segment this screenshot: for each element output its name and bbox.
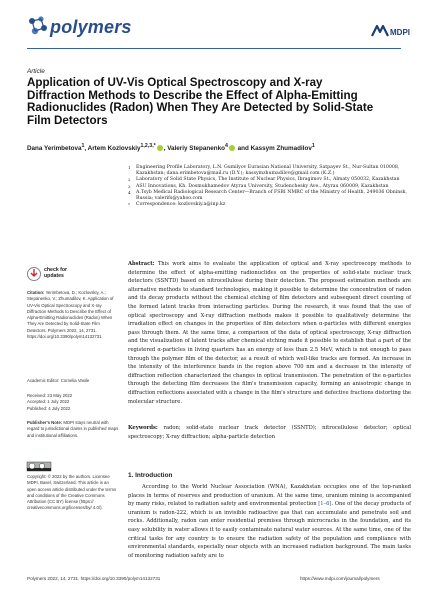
citation-link[interactable]: [1–6] [318,501,332,508]
article-type: Article [27,68,45,75]
affiliation-number: 2 [128,177,131,183]
author-name[interactable]: Artem Kozlovskiy [87,145,141,153]
citation-label: Citation: [27,290,45,295]
footer-journal-url[interactable]: https://www.mdpi.com/journal/polymers [300,576,380,581]
affiliation [128,165,413,177]
author-sup: 1,2,3,* [140,143,156,149]
editor-label: Academic Editor: [27,378,60,383]
polymers-logo-icon [27,15,49,39]
footer-citation[interactable]: Polymers 2022, 14, 2731. https://doi.org/10.3390/polym14132731 [27,576,161,581]
orcid-icon[interactable] [229,145,235,151]
header-rule [27,48,401,49]
author-sup: 1 [311,143,315,149]
check-updates-button[interactable] [27,266,119,284]
intro-text: According to the World Nuclear Association (WNA), Kazakhstan occupies one of the top-ranked places in terms of reserves and production of uranium. At the same time, uranium mining is accompanied by many risks, related to radiation safety and environmental protection [128,484,411,508]
abstract-text: This work aims to evaluate the application of optical and X-ray spectroscopy methods to determine the effect of alpha-emitting radionuclides on the properties of solid-state nuclear track detectors (SSNTD) based on nitrocellulose during their detection. The proposed estimation methods are alternative methods to standard technologies, making it possible to determine the concentration of radon and its decay products without the chemical etching of film detectors and subsequent direct counting of the formed latent tracks from interacting particles. During the research, it was found that the use of optical spectroscopy and X-ray diffraction methods makes it possible to qualitatively determine the irradiation effect on changes in the properties of film detectors when α-particles with different energies pass through them. At the same time, a comparison of the data of optical spectroscopy, X-ray diffraction and the visualization of latent tracks after chemical etching made it possible to establish that a part of the registered α-particles in living quarters has an energy of less than 2.5 MeV, which is not enough to pass through the polymer film of the detector, as a result of which well-like tracks are formed. An increase in the intensity of the interference bands in the region above 700 nm and a decrease in the intensity of diffraction reflection characterized the changes in optical transmission. The penetration of the α-particles through the detecting film decreases the film's transmission capacity, forming an anisotropic change in diffraction reflections associated with a change in the film's structure and defective fractions distorting the molecular structure. [128,261,412,405]
mdpi-logo-text: MDPI [390,28,410,37]
citation-text[interactable]: Yerimbetova, D.; Kozlovskiy, A.; Stepanenko, V.; Zhumadilov, K. Application of UV-Vis Optical Spectroscopy and X-ray Diffraction Methods to Describe the Effect of Alpha-Emitting Radionuclides (Radon) When They Are Detected by Solid-State Film Detectors. Polymers 2022, 14, 2731. https://doi.org/10.3390/polym14132731 [27,290,114,340]
affiliation-number: 1 [128,165,131,170]
author-name[interactable]: Kassym Zhumadilov [250,145,312,153]
correspondence-text[interactable]: Correspondence: kozlovskiy.a@inp.kz [136,202,226,208]
abstract [128,260,411,406]
mdpi-logo-icon[interactable] [371,24,410,38]
keywords-text: radon; solid-state nuclear track detector (SSNTD); nitrocellulose detector; optical spectroscopy; X-ray diffraction; alpha-particle detection [128,425,411,440]
cc-by-license-icon[interactable] [27,462,51,471]
journal-name[interactable]: polymers [50,17,132,37]
keywords-label: Keywords: [128,425,158,431]
author-sup: 1 [81,143,85,149]
author-name[interactable]: Dana Yerimbetova [27,145,82,153]
author-list: Dana Yerimbetova$^1$, Artem Kozlovskiy$^{1,2,3,*}$ , Valeriy Stepanenko$^4$ and Kassym Zhumadilov$^1$ [27,143,315,153]
citation-block [27,290,119,340]
affiliation-number: * [128,202,130,208]
editor-name: Cornelia Vasile [60,378,90,383]
author-sup: 4 [224,143,228,149]
published-date: Published: 4 July 2022 [27,405,71,411]
accepted-date: Accepted: 1 July 2022 [27,399,70,405]
copyright-block [27,474,119,512]
affiliation-number: 4 [128,189,131,195]
affiliations [128,165,413,208]
copyright-text[interactable]: Copyright: © 2022 by the authors. Licensee MDPI, Basel, Switzerland. This article is an open access article distributed under the terms and conditions of the Creative Commons Attribution (CC BY) license (https:// creativecommons.org/licenses/by/ 4.0/). [27,474,117,511]
check-updates-label: check for updates [44,267,68,279]
affiliation-number: 3 [128,183,131,189]
affiliation-text: Engineering Profile Laboratory, L.N. Gumilyov Eurasian National University, Satpayev St., Nur-Sultan 010008, Kazakhstan; dana.erimbetova@mail.ru (D.Y.); kassymzhumadilov@gmail.com (K.Z.) [136,165,400,177]
affiliation [128,190,413,202]
affiliation-text: ASU Innovations, Kh. Dosmukhamedov Atyrau University, Studenchesky Ave., Atyrau 060009, Kazakhstan [136,183,389,189]
article-title: Application of UV-Vis Optical Spectroscopy and X-ray Diffraction Methods to Describe the Effect of Alpha-Emitting Radionuclides (Radon) When They Are Detected by Solid-State Film Detectors [27,76,374,127]
editor-block [27,378,119,384]
orcid-icon[interactable] [157,145,163,151]
received-date: Received: 23 May 2022 [27,393,73,398]
check-updates-icon [27,266,41,282]
abstract-label: Abstract: [128,261,155,267]
affiliation-text: A.Tsyb Medical Radiological Research Center—Branch of FSBI NMRC of the Ministry of Health, 249036 Obninsk, Russia; valerifs@yahoo.com [136,189,408,202]
correspondence [128,202,413,208]
author-name[interactable]: Valeriy Stepanenko [167,145,225,153]
section-heading: 1. Introduction [128,472,173,479]
publisher-note [27,420,119,439]
keywords [128,424,411,441]
publisher-note-label: Publisher's Note: [27,420,63,425]
publisher-note-text: MDPI stays neutral with regard to jurisdictional claims in published maps and institutional affiliations. [27,420,119,438]
introduction-paragraph [128,483,411,560]
dates-block [27,393,119,412]
affiliation-text: Laboratory of Solid State Physics, The Institute of Nuclear Physics, Ibragimov St., Almaty 050032, Kazakhstan [136,177,400,183]
intro-text: . One of the decay products of uranium is radon-222, which is an invisible radioactive gas that can accumulate and penetrate soil and rocks. Additionally, radon can enter residential premises through microcracks in the foundation, and its easy solubility in water allows it to easily contaminate natural water sources. At the same time, one of the critical tasks for any country is to ensure the radiation safety of the population and compliance with environmental standards, especially near objects with an increased radiation background. The main tasks of monitoring radiation safety are to [128,501,411,559]
